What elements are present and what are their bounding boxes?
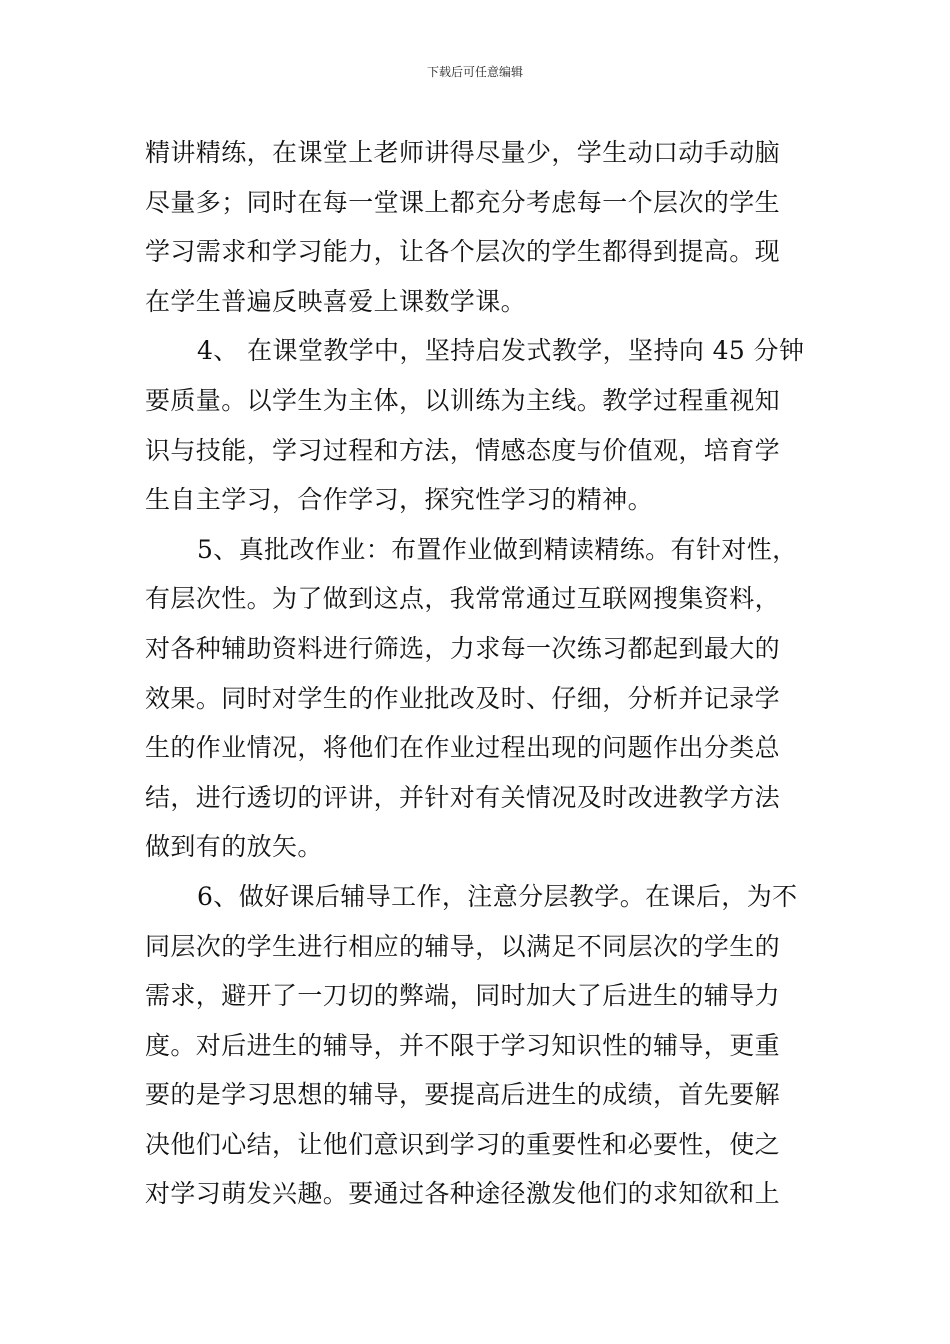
text-line: 要的是学习思想的辅导，要提高后进生的成绩，首先要解 [145,1080,781,1110]
text-line: 识与技能，学习过程和方法，情感态度与价值观，培育学 [145,435,781,465]
document-body [145,128,807,1219]
text-line: 在学生普遍反映喜爱上课数学课。 [145,286,527,316]
text-line: 尽量多；同时在每一堂课上都充分考虑每一个层次的学生 [145,187,781,217]
text-line: 同层次的学生进行相应的辅导，以满足不同层次的学生的 [145,931,781,961]
page-header: 下载后可任意编辑 [426,65,523,79]
text-line: 学习需求和学习能力，让各个层次的学生都得到提高。现 [145,237,781,267]
text-line: 做到有的放矢。 [145,832,323,862]
text-line: 度。对后进生的辅导，并不限于学习知识性的辅导，更重 [145,1030,781,1060]
text-line: 要质量。以学生为主体，以训练为主线。教学过程重视知 [145,385,781,415]
text-line: 精讲精练，在课堂上老师讲得尽量少，学生动口动手动脑 [145,138,781,167]
text-line: 生自主学习，合作学习，探究性学习的精神。 [145,485,654,515]
text-line: 决他们心结，让他们意识到学习的重要性和必要性，使之 [145,1129,781,1159]
text-line: 需求，避开了一刀切的弊端，同时加大了后进生的辅导力 [145,981,781,1011]
paragraph-4-start: 4、 在课堂教学中，坚持启发式教学，坚持向 45 分钟 [197,336,805,366]
text-line: 对各种辅助资料进行筛选，力求每一次练习都起到最大的 [145,633,781,663]
paragraph-6-start: 6、做好课后辅导工作，注意分层教学。在课后，为不 [197,881,798,911]
text-line: 对学习萌发兴趣。要通过各种途径激发他们的求知欲和上 [145,1179,781,1209]
text-line: 有层次性。为了做到这点，我常常通过互联网搜集资料， [145,584,781,614]
text-line: 生的作业情况，将他们在作业过程出现的问题作出分类总 [145,733,781,763]
text-line: 效果。同时对学生的作业批改及时、仔细，分析并记录学 [145,683,781,713]
text-line: 结，进行透切的评讲，并针对有关情况及时改进教学方法 [145,782,781,812]
paragraph-5-start: 5、真批改作业：布置作业做到精读精练。有针对性， [197,534,798,564]
